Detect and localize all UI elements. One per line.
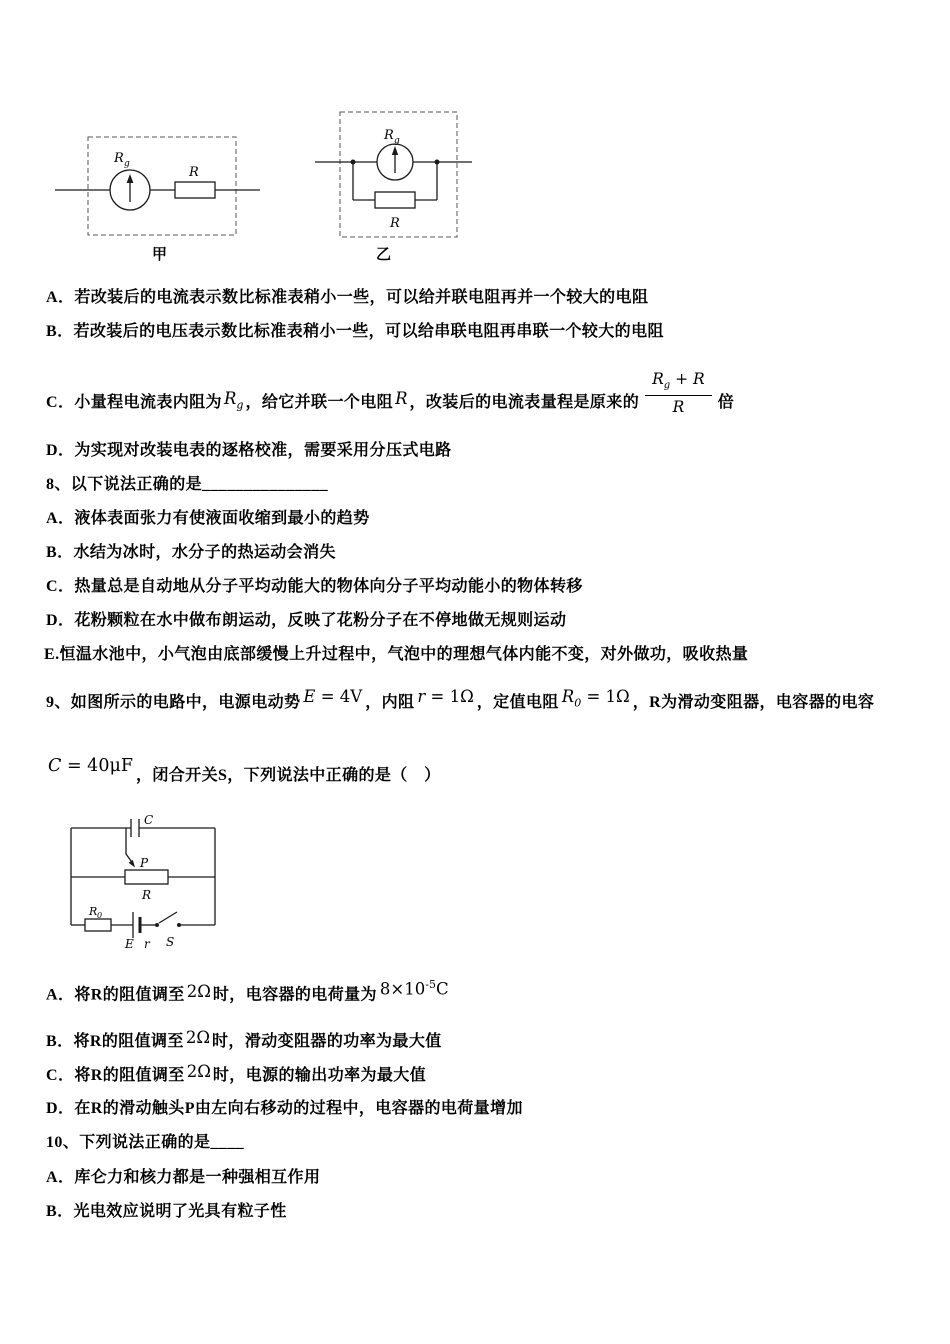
- resistor-label: R: [189, 165, 199, 180]
- capacitor-label: C: [144, 813, 154, 827]
- text-segment: C．小量程电流表内阻为: [46, 394, 222, 412]
- q7-option-a: A．若改装后的电流表示数比标准表稍小一些，可以给并联电阻再并一个较大的电阻: [46, 289, 649, 306]
- math-sub: g: [663, 380, 671, 392]
- q9-circuit: [71, 813, 215, 951]
- math-var: r: [417, 687, 426, 706]
- q8-option-a: A．液体表面张力有使液面收缩到最小的趋势: [46, 510, 370, 527]
- rheostat-icon: [125, 870, 168, 884]
- math-value: = 1Ω: [425, 687, 474, 706]
- q8-option-c: C．热量总是自动地从分子平均动能大的物体向分子平均动能小的物体转移: [46, 578, 583, 595]
- figure-caption-left: 甲: [152, 247, 168, 263]
- text-segment: ，内阻: [365, 694, 415, 711]
- math-value: 8×10: [379, 979, 426, 999]
- q9-option-c: [46, 1062, 427, 1086]
- text-segment: C．将R的阻值调至: [46, 1067, 185, 1084]
- math-var: R: [561, 687, 575, 706]
- math-var: C: [48, 756, 62, 776]
- resistor-label: R: [390, 216, 400, 231]
- math-var: R: [693, 370, 705, 388]
- q8-option-b: B．水结为冰时，水分子的热运动会消失: [46, 544, 336, 561]
- text-segment: B．将R的阻值调至: [46, 1033, 184, 1050]
- text-segment: ，定值电阻: [476, 694, 559, 711]
- galvanometer-label: R: [384, 128, 394, 143]
- q10-option-b: B．光电效应说明了光具有粒子性: [46, 1203, 287, 1220]
- text-segment: ，给它并联一个电阻: [245, 394, 394, 412]
- galvanometer-label-sub: g: [124, 159, 130, 169]
- math-value: = 40μF: [61, 756, 133, 776]
- math-var: R: [672, 397, 685, 416]
- math-internal-resistance: [417, 687, 473, 708]
- switch-blade: [159, 912, 177, 923]
- fraction-numerator: [645, 370, 712, 396]
- math-var: R: [223, 389, 237, 409]
- text-segment: 时，滑动变阻器的功率为最大值: [212, 1033, 442, 1050]
- math-value: 2Ω: [186, 981, 211, 1001]
- q9-option-a: [46, 978, 452, 1006]
- text-segment: ，R为滑动变阻器，电容器的电容: [632, 694, 875, 711]
- arrowhead-icon: [392, 146, 398, 155]
- galvanometer-label: R: [114, 151, 124, 166]
- circuit-yi: [315, 112, 472, 263]
- q7-option-c: [46, 370, 735, 427]
- figure-caption-right: 乙: [376, 247, 392, 263]
- math-var: R: [395, 389, 408, 409]
- resistor-r0-label: R: [89, 905, 98, 918]
- math-value: 2Ω: [186, 1062, 211, 1081]
- math-sub: 0: [574, 696, 582, 710]
- math-sub: g: [236, 398, 244, 412]
- text-segment: 倍: [717, 394, 735, 412]
- q8-option-e: E.恒温水池中，小气泡由底部缓慢上升过程中，气泡中的理想气体内能不变，对外做功，吸收热量: [44, 646, 749, 663]
- switch-contact: [155, 923, 159, 927]
- text-segment: 时，电源的输出功率为最大值: [212, 1067, 427, 1084]
- math-unit: C: [435, 979, 449, 999]
- math-ohm-value: [186, 1028, 210, 1049]
- galvanometer-label-sub: g: [394, 136, 400, 146]
- q8-option-d: D．花粉颗粒在水中做布朗运动，反映了花粉分子在不停地做无规则运动: [46, 612, 567, 629]
- text-segment: A．将R的阻值调至: [46, 986, 185, 1004]
- math-ohm-value: [187, 982, 211, 1003]
- q9-option-d: D．在R的滑动触头P由左向右移动的过程中，电容器的电荷量增加: [46, 1100, 523, 1117]
- text-segment: 9、如图所示的电路中，电源电动势: [46, 694, 301, 711]
- math-var: E: [303, 687, 316, 706]
- q9-stem-line-1: [46, 687, 875, 715]
- q10-option-a: A．库仑力和核力都是一种强相互作用: [46, 1169, 321, 1186]
- arrowhead-icon: [127, 174, 134, 183]
- q7-option-d: D．为实现对改装电表的逐格校准，需要采用分压式电路: [46, 442, 452, 459]
- circuit-jia: [55, 137, 260, 263]
- switch-label: S: [166, 935, 175, 949]
- math-charge-value: [380, 978, 449, 1000]
- resistor-icon: [175, 182, 215, 198]
- meter-conversion-figure: [40, 95, 510, 270]
- math-value: = 4V: [315, 687, 363, 706]
- math-operator: +: [670, 370, 694, 388]
- q9-circuit-figure: [63, 810, 238, 955]
- math-exponent: -5: [425, 978, 436, 991]
- resistor-icon: [375, 192, 415, 208]
- math-ohm-value: [187, 1062, 211, 1083]
- resistor-r0-icon: [85, 919, 111, 931]
- math-value: 2Ω: [185, 1028, 211, 1047]
- q10-stem: 10、下列说法正确的是____: [46, 1134, 245, 1151]
- resistor-r0-label-sub: 0: [97, 911, 103, 920]
- q7-option-b: B．若改装后的电压表示数比标准表稍小一些，可以给串联电阻再串联一个较大的电阻: [46, 323, 664, 340]
- slider-arrowhead-icon: [129, 860, 135, 868]
- text-segment: 时，电容器的电荷量为: [212, 986, 377, 1004]
- internal-resistance-label: r: [144, 937, 150, 951]
- math-r0: [562, 687, 630, 710]
- fraction-rg-plus-r-over-r: [645, 370, 712, 417]
- slider-label: P: [140, 856, 149, 870]
- math-capacitance: [48, 756, 133, 778]
- q9-stem-line-2: [45, 756, 441, 787]
- math-r: [395, 389, 407, 410]
- math-emf: [303, 687, 362, 708]
- text-segment: ，改装后的电流表量程是原来的: [409, 394, 640, 412]
- fraction-denominator: [645, 396, 712, 417]
- q8-stem: 8、以下说法正确的是_______________: [46, 476, 329, 493]
- math-rg: [224, 389, 243, 412]
- math-var: R: [652, 370, 664, 388]
- text-segment: ，闭合开关S，下列说法中正确的是（ ）: [135, 767, 441, 784]
- q9-option-b: [46, 1028, 442, 1052]
- slider-wire: [126, 854, 132, 862]
- rheostat-label: R: [142, 888, 152, 902]
- emf-label: E: [125, 937, 134, 951]
- math-value: = 1Ω: [581, 687, 630, 706]
